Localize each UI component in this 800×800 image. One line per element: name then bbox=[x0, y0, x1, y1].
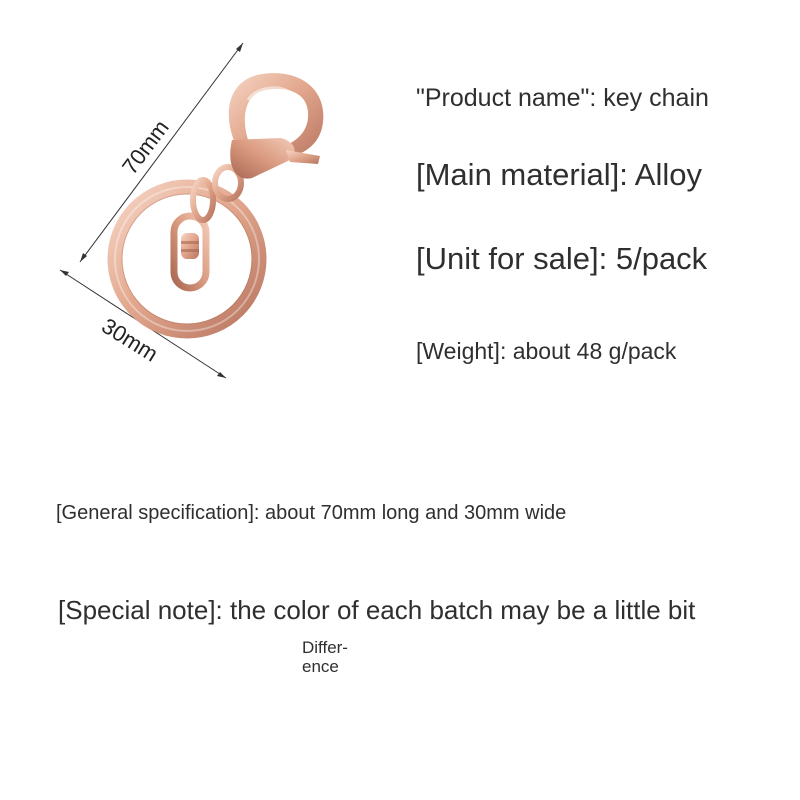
general-specification-text: [General specification]: about 70mm long and 30mm wide bbox=[56, 502, 567, 524]
length-dimension-label: 70mm bbox=[117, 115, 174, 180]
weight-text: [Weight]: about 48 g/pack bbox=[416, 338, 677, 364]
unit-for-sale-text: [Unit for sale]: 5/pack bbox=[416, 241, 708, 276]
special-note-continued-text: Differ-ence bbox=[302, 638, 348, 676]
width-dimension-label: 30mm bbox=[97, 313, 163, 367]
product-name-text: "Product name": key chain bbox=[416, 84, 709, 112]
lobster-clasp bbox=[229, 73, 324, 179]
keychain-product-image bbox=[0, 0, 400, 400]
length-dimension-line bbox=[80, 43, 243, 262]
main-material-text: [Main material]: Alloy bbox=[416, 157, 702, 192]
special-note-text: [Special note]: the color of each batch may be a little bit bbox=[58, 595, 696, 625]
